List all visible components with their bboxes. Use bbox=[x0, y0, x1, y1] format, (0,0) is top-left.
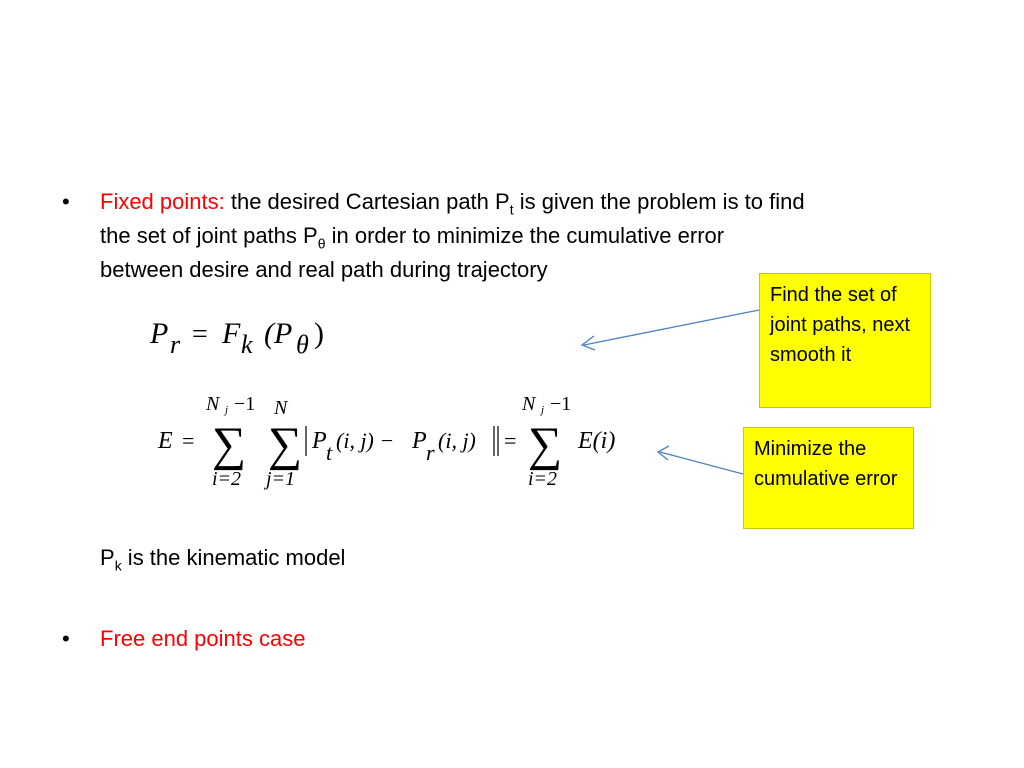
sum3-sigma: ∑ bbox=[528, 418, 563, 471]
eq2-args-1: (i, j) − bbox=[336, 428, 395, 453]
eq2-equals-1: = bbox=[182, 428, 195, 453]
sum1-sigma: ∑ bbox=[212, 418, 247, 471]
sum2-upper: N bbox=[274, 397, 288, 419]
eq1-open: (P bbox=[264, 317, 293, 350]
fixed-points-label: Fixed points: bbox=[100, 189, 225, 214]
free-end-points-label: Free end points case bbox=[100, 626, 306, 651]
sum1-upper-N: N bbox=[206, 393, 220, 415]
eq2-E: E bbox=[158, 428, 173, 454]
eq2-equals-2: = bbox=[504, 428, 517, 453]
eq1-theta: θ bbox=[296, 330, 309, 359]
callout-joint-paths: Find the set of joint paths, next smooth it bbox=[759, 273, 931, 408]
sum1-upper-j: j bbox=[225, 404, 229, 416]
bullet-marker-2: • bbox=[62, 626, 70, 651]
eq1-P: P bbox=[150, 317, 169, 350]
sum3-upper-rest: −1 bbox=[550, 393, 572, 415]
bullet-text-2: is given the problem is to find bbox=[513, 189, 805, 214]
eq2-Pr-sub: r bbox=[426, 440, 435, 465]
eq1-close: ) bbox=[314, 317, 324, 350]
note-P: P bbox=[100, 545, 115, 570]
sum3-upper-j: j bbox=[541, 404, 545, 416]
eq2-Pr: P bbox=[412, 428, 427, 454]
sum2-lower: j=1 bbox=[266, 468, 296, 490]
bullet-marker: • bbox=[62, 189, 70, 214]
eq1-equals: = bbox=[192, 319, 208, 350]
eq1-sub-k: k bbox=[241, 330, 253, 359]
sum1-upper-rest: −1 bbox=[234, 393, 256, 415]
subscript-t: t bbox=[509, 201, 514, 218]
sum3-upper-N: N bbox=[522, 393, 536, 415]
sum3-lower: i=2 bbox=[528, 468, 558, 490]
subscript-theta: θ bbox=[317, 235, 326, 252]
bullet-text-4: in order to minimize the cumulative error bbox=[325, 223, 725, 248]
arrow-to-equation-2 bbox=[660, 452, 743, 474]
sum1-lower: i=2 bbox=[212, 468, 242, 490]
eq2-Ei: E(i) bbox=[578, 428, 616, 454]
bullet-line-3: between desire and real path during trajectory bbox=[100, 257, 548, 282]
sum2-sigma: ∑ bbox=[268, 418, 303, 471]
bullet-text-1: the desired Cartesian path P bbox=[224, 189, 510, 214]
eq2-args-2: (i, j) bbox=[438, 428, 476, 453]
bullet-text-3: the set of joint paths P bbox=[100, 223, 318, 248]
eq1-sub-r: r bbox=[170, 330, 181, 359]
arrow-to-equation-1 bbox=[584, 310, 759, 345]
note-sub-k: k bbox=[114, 557, 122, 574]
eq2-Pt: P bbox=[312, 428, 327, 454]
note-text: is the kinematic model bbox=[121, 545, 346, 570]
eq2-Pt-sub: t bbox=[326, 440, 333, 465]
callout-minimize-error: Minimize the cumulative error bbox=[743, 427, 914, 529]
eq1-F: F bbox=[222, 317, 241, 350]
